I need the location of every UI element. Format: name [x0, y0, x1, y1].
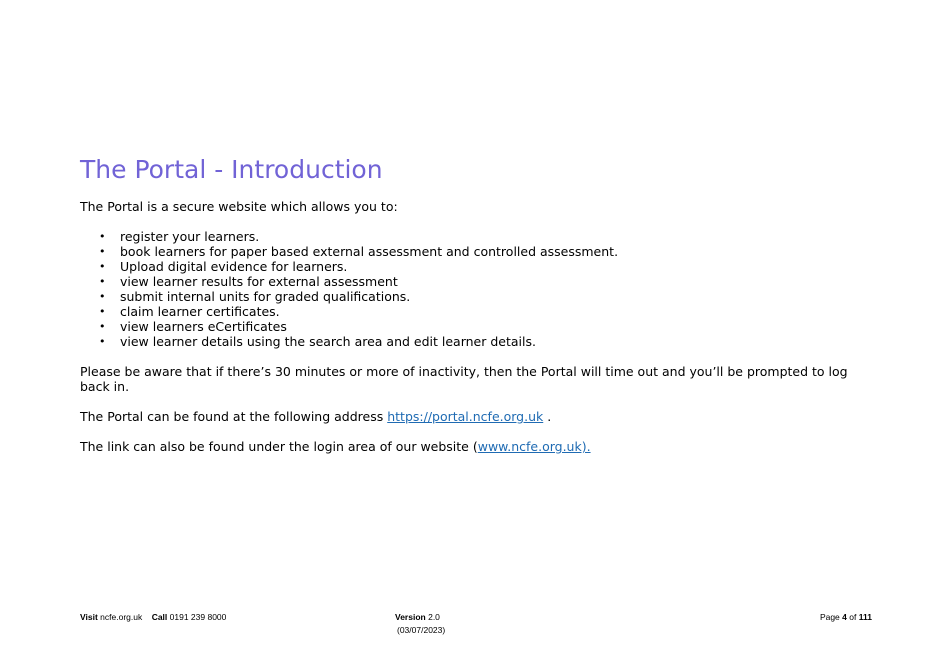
portal-address-suffix: .	[543, 409, 552, 424]
list-item	[99, 229, 850, 244]
list-item	[99, 244, 850, 259]
portal-address-link[interactable]: https://portal.ncfe.org.uk	[387, 409, 544, 424]
bullet-icon: •	[99, 305, 106, 318]
bullet-icon: •	[99, 245, 106, 258]
footer-contact	[80, 612, 226, 623]
call-value: 0191 239 8000	[169, 612, 227, 622]
bullet-icon: •	[99, 275, 106, 288]
page-label: Page	[819, 612, 840, 622]
call-label: Call	[151, 612, 168, 622]
list-item-text: view learner details using the search area and edit learner details.	[120, 334, 536, 349]
document-body	[80, 199, 850, 469]
bullet-icon: •	[99, 320, 106, 333]
portal-address-paragraph	[80, 409, 850, 424]
version-label: Version	[395, 612, 426, 622]
timeout-note: Please be aware that if there’s 30 minutes or more of inactivity, then the Portal will time out and you’ll be prompted to log back in.	[80, 364, 848, 394]
list-item-text: claim learner certificates.	[120, 304, 280, 319]
list-item	[99, 319, 850, 334]
bullet-icon: •	[99, 260, 106, 273]
website-link[interactable]: www.ncfe.org.uk).	[477, 439, 591, 454]
list-item	[99, 289, 850, 304]
footer-version	[395, 612, 445, 636]
intro-text: The Portal is a secure website which allows you to:	[80, 199, 398, 214]
version-date: (03/07/2023)	[397, 625, 446, 635]
bullet-icon: •	[99, 335, 106, 348]
bullet-icon: •	[99, 290, 106, 303]
page-of: of	[849, 612, 857, 622]
list-item	[99, 274, 850, 289]
login-paragraph	[80, 439, 850, 454]
login-text: The link can also be found under the login area of our website (	[80, 439, 478, 454]
list-item-text: view learners eCertificates	[120, 319, 287, 334]
bullet-icon: •	[99, 230, 106, 243]
page-total: 111	[858, 612, 872, 622]
visit-value: ncfe.org.uk	[100, 612, 143, 622]
list-item	[99, 334, 850, 349]
list-item	[99, 259, 850, 274]
list-item-text: submit internal units for graded qualifications.	[120, 289, 411, 304]
list-item-text: view learner results for external assessment	[120, 274, 398, 289]
page-title: The Portal - Introduction	[80, 155, 383, 184]
version-value: 2.0	[428, 612, 440, 622]
portal-address-text: The Portal can be found at the following address	[80, 409, 388, 424]
footer-page-number	[820, 612, 872, 623]
feature-list	[80, 229, 850, 349]
list-item-text: book learners for paper based external assessment and controlled assessment.	[120, 244, 619, 259]
list-item	[99, 304, 850, 319]
visit-label: Visit	[80, 612, 98, 622]
page-current: 4	[842, 612, 847, 622]
list-item-text: Upload digital evidence for learners.	[120, 259, 348, 274]
list-item-text: register your learners.	[120, 229, 260, 244]
